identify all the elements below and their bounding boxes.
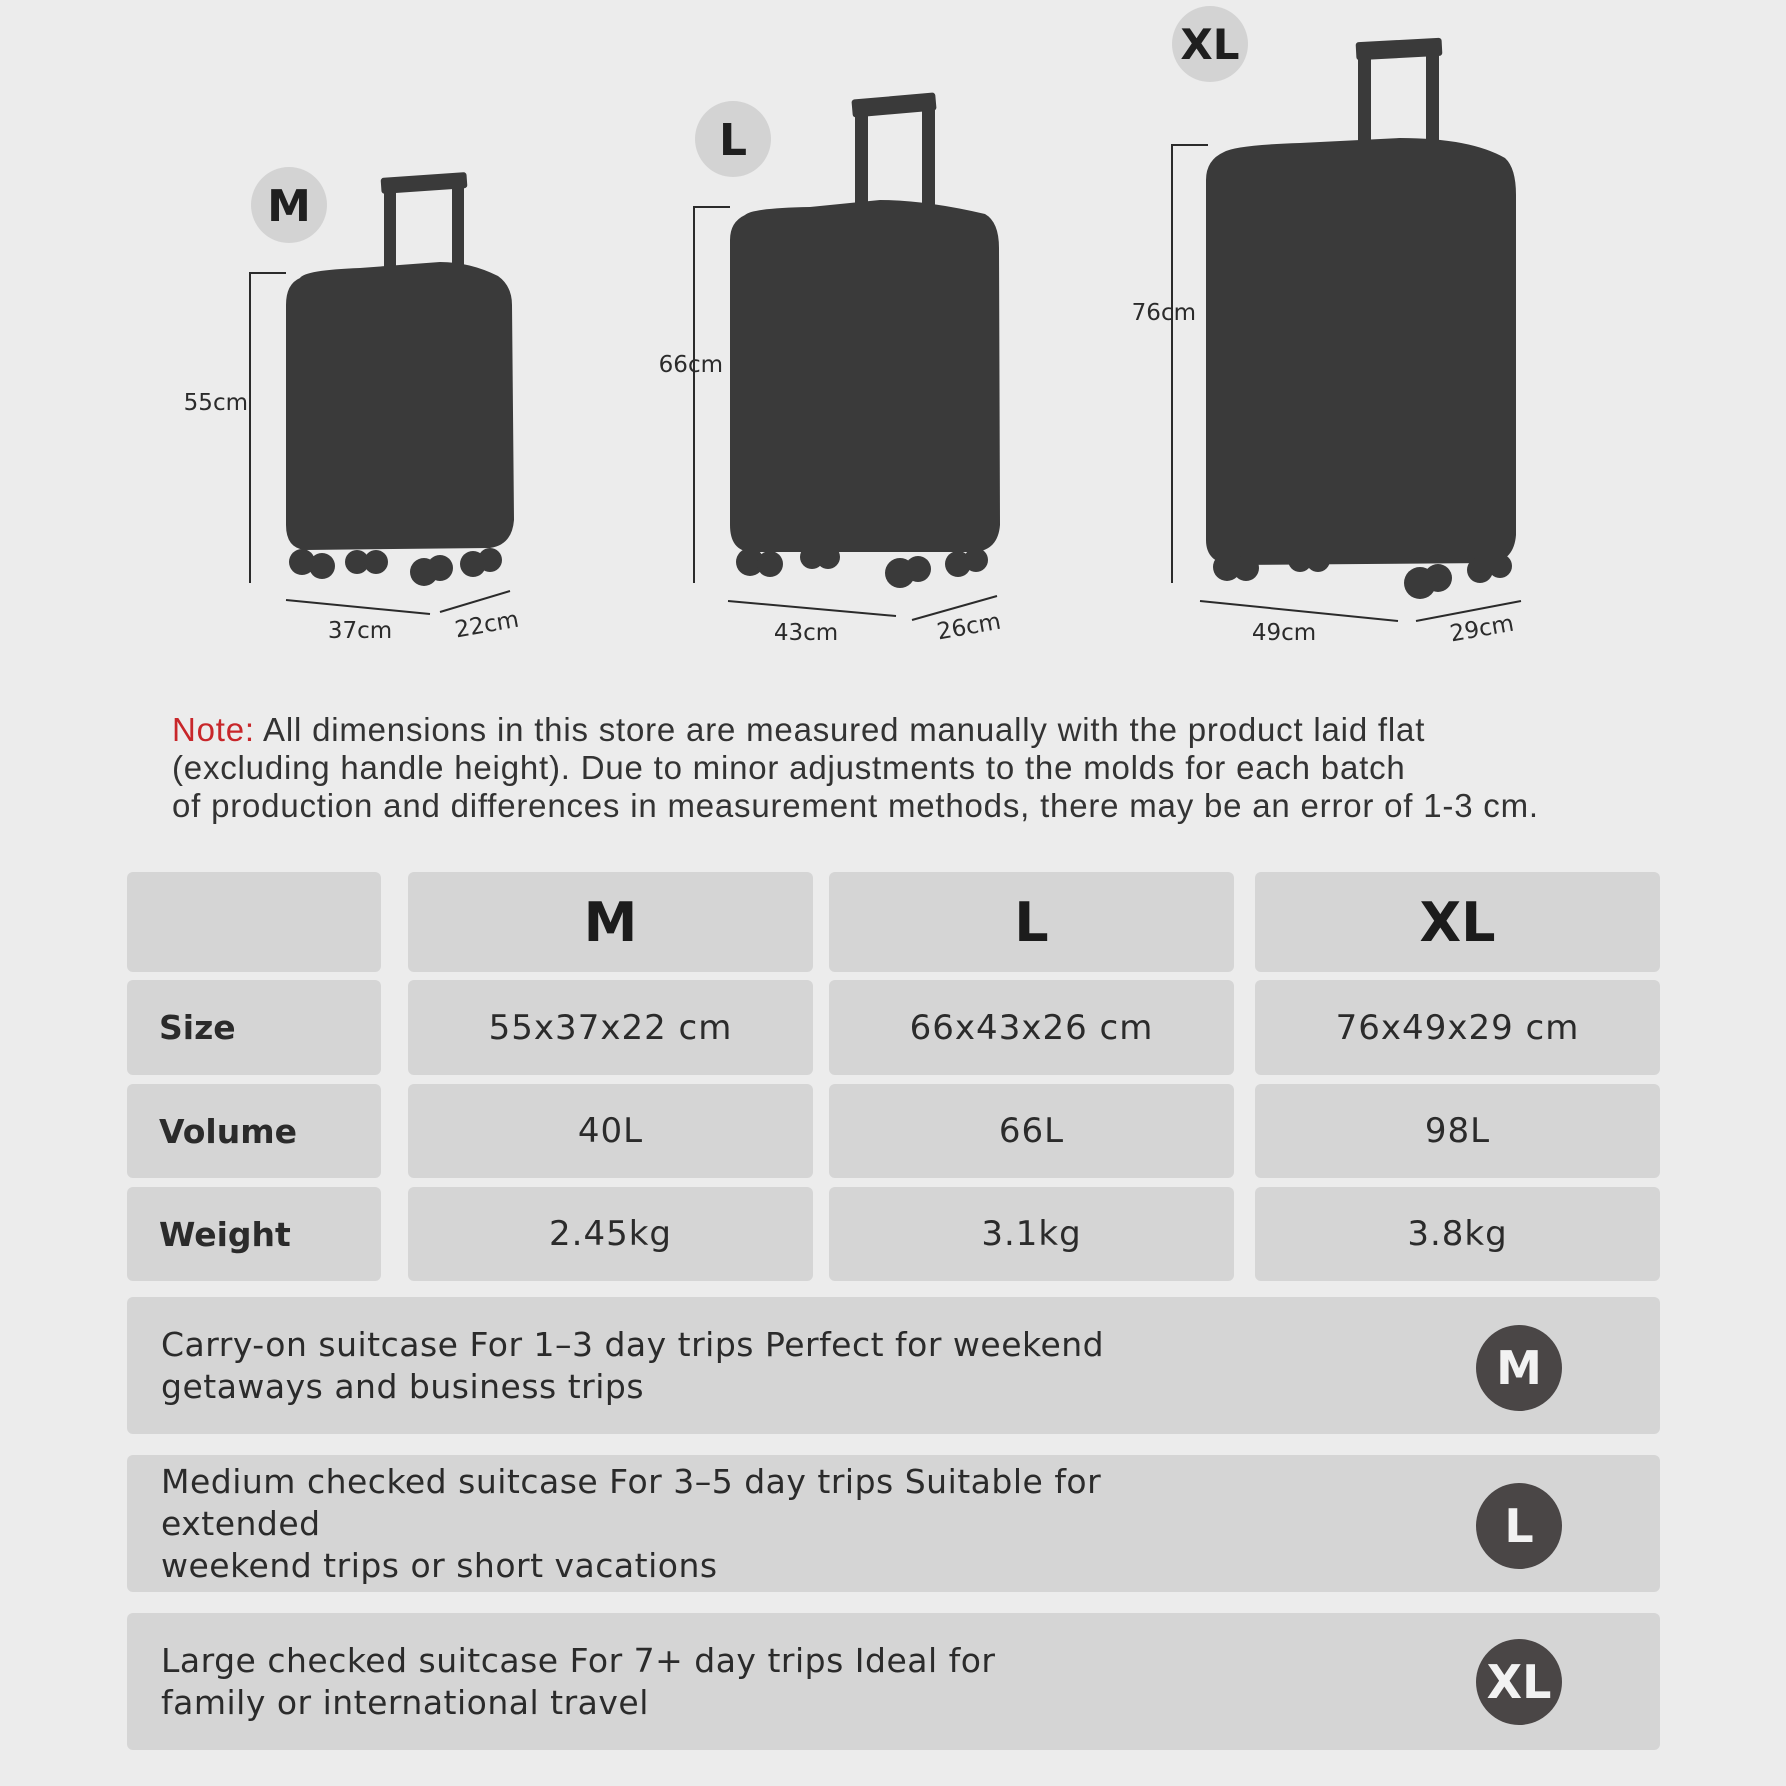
size-badge-l-label: L bbox=[718, 115, 748, 166]
row-label-weight: Weight bbox=[127, 1187, 381, 1281]
table-cell: 98L bbox=[1255, 1084, 1660, 1178]
table-cell: 2.45kg bbox=[408, 1187, 813, 1281]
table-header-m: M bbox=[408, 872, 813, 972]
table-cell: 55x37x22 cm bbox=[408, 980, 813, 1075]
table-cell: 3.1kg bbox=[829, 1187, 1234, 1281]
width-label-xl: 49cm bbox=[1251, 620, 1317, 646]
recommendation-line-1: Large checked suitcase For 7+ day trips Ideal for bbox=[161, 1640, 996, 1680]
note-line-3: of production and differences in measurement methods, there may be an error of 1-3 cm. bbox=[172, 787, 1539, 824]
depth-label-xl: 29cm bbox=[1448, 610, 1516, 648]
suitcase-body bbox=[730, 200, 1000, 552]
table-corner-cell bbox=[127, 872, 381, 972]
recommendation-line-2: weekend trips or short vacations bbox=[161, 1545, 718, 1585]
width-label-m: 37cm bbox=[327, 618, 393, 644]
size-badge-m: M bbox=[1476, 1325, 1562, 1411]
suitcase-body bbox=[1206, 138, 1516, 565]
size-badge-l: L bbox=[1476, 1483, 1562, 1569]
recommendation-line-2: getaways and business trips bbox=[161, 1366, 645, 1406]
note-line-2: (excluding handle height). Due to minor adjustments to the molds for each batch bbox=[172, 749, 1406, 786]
suitcase-l bbox=[659, 92, 1003, 646]
recommendation-m bbox=[127, 1297, 1660, 1434]
note-line-1: All dimensions in this store are measured manually with the product laid flat bbox=[254, 711, 1426, 748]
height-label-xl: 76cm bbox=[1131, 300, 1196, 326]
row-label-volume: Volume bbox=[127, 1084, 381, 1178]
table-cell: 76x49x29 cm bbox=[1255, 980, 1660, 1075]
recommendation-line-1: Carry-on suitcase For 1–3 day trips Perfect for weekend bbox=[161, 1324, 1105, 1364]
table-header-l: L bbox=[829, 872, 1234, 972]
row-label-size: Size bbox=[127, 980, 381, 1075]
size-badge-xl: XL bbox=[1476, 1639, 1562, 1725]
measurement-note bbox=[172, 711, 1652, 825]
table-cell: 66L bbox=[829, 1084, 1234, 1178]
size-badge-xl-label: XL bbox=[1180, 20, 1240, 69]
depth-label-m: 22cm bbox=[453, 606, 521, 644]
table-cell: 3.8kg bbox=[1255, 1187, 1660, 1281]
recommendation-xl bbox=[127, 1613, 1660, 1750]
suitcase-xl bbox=[1132, 6, 1521, 647]
recommendation-line-2: family or international travel bbox=[161, 1682, 649, 1722]
suitcase-size-diagram bbox=[0, 0, 1786, 680]
recommendation-text bbox=[161, 1455, 1261, 1592]
height-label-l: 66cm bbox=[658, 352, 723, 378]
height-label-m: 55cm bbox=[183, 390, 248, 416]
depth-label-l: 26cm bbox=[935, 608, 1003, 646]
width-label-l: 43cm bbox=[773, 620, 839, 646]
recommendation-text bbox=[161, 1297, 1261, 1434]
size-badge-m-label: M bbox=[267, 181, 311, 232]
recommendation-text bbox=[161, 1613, 1261, 1750]
note-label: Note: bbox=[172, 711, 255, 748]
recommendation-line-1: Medium checked suitcase For 3–5 day trips Suitable for extended bbox=[161, 1461, 1102, 1543]
suitcase-m bbox=[184, 167, 521, 644]
table-cell: 40L bbox=[408, 1084, 813, 1178]
recommendation-l bbox=[127, 1455, 1660, 1592]
table-cell: 66x43x26 cm bbox=[829, 980, 1234, 1075]
table-header-xl: XL bbox=[1255, 872, 1660, 972]
suitcase-wheels bbox=[289, 548, 502, 586]
suitcase-body bbox=[286, 262, 514, 550]
